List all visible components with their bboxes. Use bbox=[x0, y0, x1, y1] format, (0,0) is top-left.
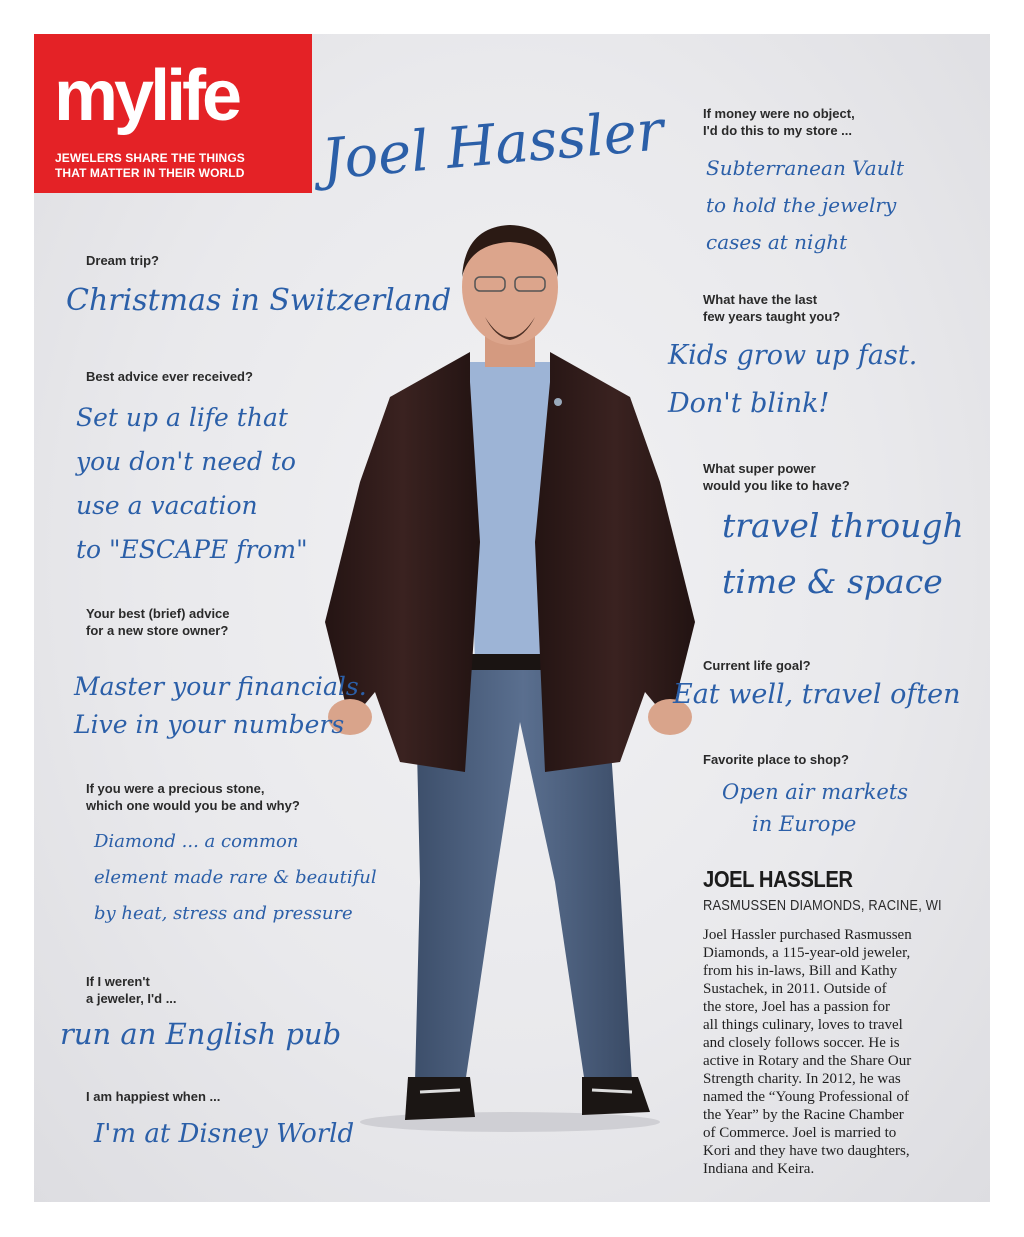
question-dream-trip: Dream trip? bbox=[86, 253, 159, 268]
bio-name: JOEL HASSLER bbox=[703, 866, 853, 892]
bio-store-location: RASMUSSEN DIAMONDS, RACINE, WI bbox=[703, 897, 942, 914]
answer-not-jeweler: run an English pub bbox=[60, 1017, 342, 1051]
question-precious-stone: If you were a precious stone, which one would you be and why? bbox=[86, 781, 300, 813]
masthead bbox=[34, 34, 312, 193]
answer-money-no-object: Subterranean Vault to hold the jewelry cases at night bbox=[706, 156, 905, 254]
answer-years-taught: Kids grow up fast. Don't blink! bbox=[668, 340, 918, 419]
bio-paragraph: Joel Hassler purchased Rasmussen Diamonds, a 115-year-old jeweler, from his in-laws, Bill and Kathy Sustachek, in 2011. Outside of the store, Joel has a passion for all things culinary, loves to travel and closely follows soccer. He is active in Rotary and the Share Our Strength charity. In 2012, he was named the “Young Professional of the Year” by the Racine Chamber of Commerce. Joel is married to Kori and they have two daughters, Indiana and Keira. bbox=[703, 927, 912, 1177]
answer-dream-trip: Christmas in Switzerland bbox=[66, 283, 452, 318]
answer-precious-stone: Diamond ... a common element made rare & beautiful by heat, stress and pressure bbox=[94, 831, 377, 924]
question-money-no-object: If money were no object, I'd do this to my store ... bbox=[703, 106, 855, 138]
question-life-goal: Current life goal? bbox=[703, 658, 811, 673]
answer-favorite-shop: Open air markets in Europe bbox=[722, 780, 909, 836]
answer-best-advice: Set up a life that you don't need to use a vacation to "ESCAPE from" bbox=[76, 403, 308, 564]
question-store-owner: Your best (brief) advice for a new store owner? bbox=[86, 606, 230, 638]
answer-happiest: I'm at Disney World bbox=[94, 1119, 355, 1149]
question-super-power: What super power would you like to have? bbox=[703, 461, 850, 493]
question-not-jeweler: If I weren't a jeweler, I'd ... bbox=[86, 974, 177, 1006]
masthead-tagline: JEWELERS SHARE THE THINGS THAT MATTER IN THEIR WORLD bbox=[55, 151, 245, 180]
portrait-photo bbox=[320, 222, 700, 1132]
answer-super-power: travel through time & space bbox=[722, 506, 964, 601]
answer-life-goal: Eat well, travel often bbox=[673, 679, 961, 710]
mylife-logo: mylife bbox=[54, 56, 239, 136]
question-best-advice: Best advice ever received? bbox=[86, 369, 253, 384]
answer-store-owner: Master your financials. Live in your numbers bbox=[74, 672, 367, 739]
question-happiest: I am happiest when ... bbox=[86, 1089, 221, 1104]
question-years-taught: What have the last few years taught you? bbox=[703, 292, 841, 324]
handwritten-name: Joel Hassler bbox=[319, 98, 667, 193]
question-favorite-shop: Favorite place to shop? bbox=[703, 752, 849, 767]
